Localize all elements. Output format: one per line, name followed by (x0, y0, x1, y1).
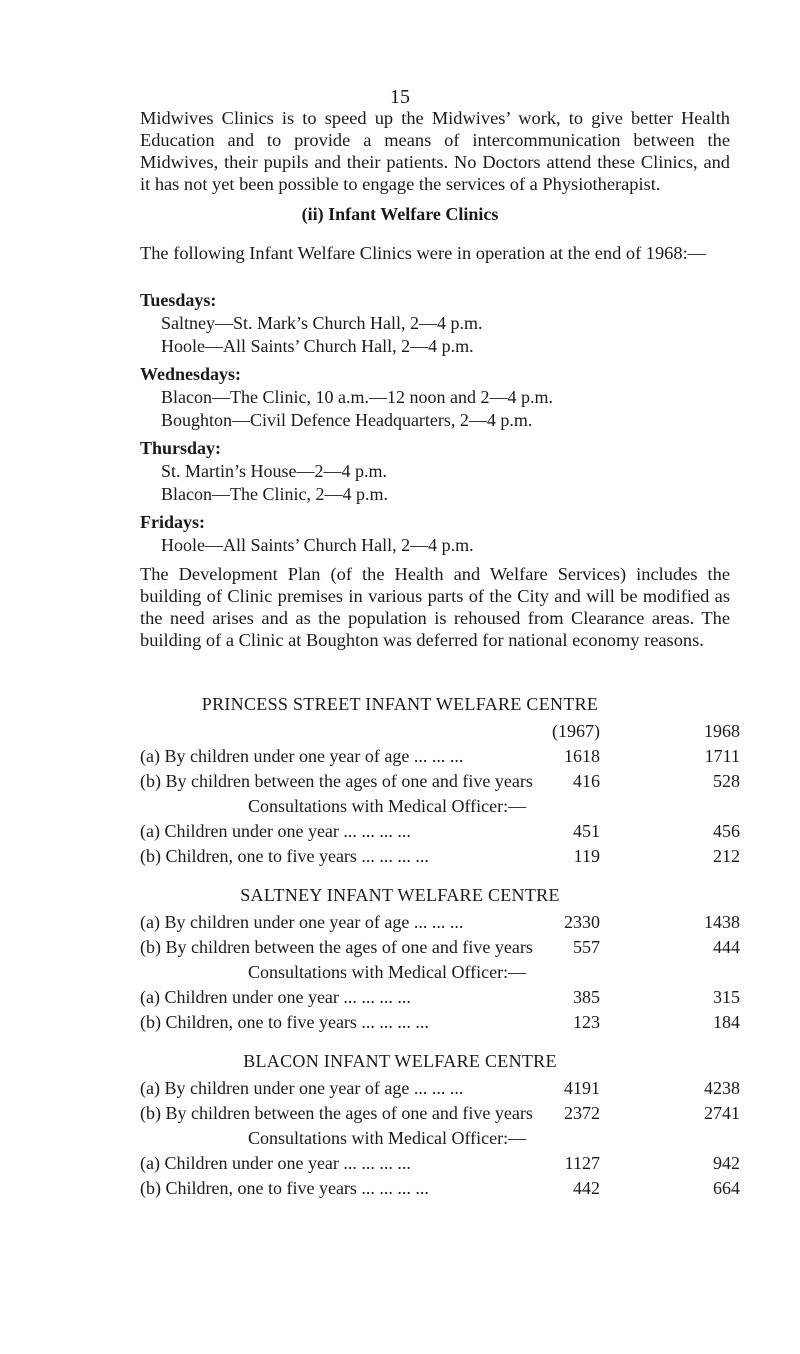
row-label: (a) By children under one year of age ... ... ... (140, 912, 464, 932)
row-value-1968: 664 (713, 1178, 740, 1198)
row-label: Consultations with Medical Officer:— (248, 1128, 527, 1148)
section-heading: (ii) Infant Welfare Clinics (301, 204, 499, 224)
table-row (140, 1153, 740, 1177)
table-row (140, 796, 740, 820)
row-label: (b) By children between the ages of one and five years (140, 771, 533, 791)
row-value-1967: 119 (573, 846, 600, 866)
table-column-headers (140, 721, 740, 745)
row-label: (b) Children, one to five years ... ... ... ... (140, 1178, 429, 1198)
schedule-clinic: Hoole—All Saints’ Church Hall, 2—4 p.m. (161, 535, 474, 555)
table-title-saltney: SALTNEY INFANT WELFARE CENTRE (240, 885, 560, 905)
row-label: (b) By children between the ages of one and five years (140, 1103, 533, 1123)
row-value-1967: 385 (573, 987, 600, 1007)
row-value-1968: 1711 (704, 746, 740, 766)
intro-paragraph: Midwives Clinics is to speed up the Midwives’ work, to give better Health Education and to provide a means of intercommunication between the Midwives, their pupils and their patients. No Doctors attend these Clinics, and it has not yet been possible to engage the services of a Physiotherapist. (140, 108, 730, 194)
row-label: (b) Children, one to five years ... ... ... ... (140, 1012, 429, 1032)
row-value-1967: 1127 (564, 1153, 600, 1173)
row-label: (a) By children under one year of age ... ... ... (140, 746, 464, 766)
row-label: (a) Children under one year ... ... ... ... (140, 821, 411, 841)
row-label: (b) By children between the ages of one and five years (140, 937, 533, 957)
row-value-1967: 1618 (564, 746, 600, 766)
row-value-1967: 557 (573, 937, 600, 957)
schedule-clinic: Blacon—The Clinic, 10 a.m.—12 noon and 2—4 p.m. (161, 387, 553, 407)
table-row (140, 937, 740, 961)
row-value-1967: 2330 (564, 912, 600, 932)
row-value-1968: 1438 (704, 912, 740, 932)
clinics-intro: The following Infant Welfare Clinics were in operation at the end of 1968:— (140, 243, 707, 263)
table-row (140, 746, 740, 770)
row-value-1968: 444 (713, 937, 740, 957)
table-row (140, 821, 740, 845)
table-row (140, 771, 740, 795)
table-row (140, 1012, 740, 1036)
schedule-day-fridays: Fridays: (140, 512, 205, 532)
schedule-clinic: Boughton—Civil Defence Headquarters, 2—4 p.m. (161, 410, 533, 430)
column-header-1967: (1967) (552, 721, 600, 741)
row-value-1967: 451 (573, 821, 600, 841)
row-value-1968: 184 (713, 1012, 740, 1032)
row-value-1967: 123 (573, 1012, 600, 1032)
row-value-1968: 528 (713, 771, 740, 791)
schedule-clinic: St. Martin’s House—2—4 p.m. (161, 461, 388, 481)
schedule-clinic: Blacon—The Clinic, 2—4 p.m. (161, 484, 388, 504)
table-title-blacon: BLACON INFANT WELFARE CENTRE (243, 1051, 557, 1071)
table-row (140, 1078, 740, 1102)
row-label: (b) Children, one to five years ... ... ... ... (140, 846, 429, 866)
table-title-princess-street: PRINCESS STREET INFANT WELFARE CENTRE (201, 694, 599, 714)
row-value-1968: 456 (713, 821, 740, 841)
row-label: Consultations with Medical Officer:— (248, 796, 527, 816)
row-value-1967: 442 (573, 1178, 600, 1198)
row-label: Consultations with Medical Officer:— (248, 962, 527, 982)
table-row (140, 846, 740, 870)
row-value-1968: 942 (713, 1153, 740, 1173)
row-value-1967: 2372 (564, 1103, 600, 1123)
development-paragraph: The Development Plan (of the Health and Welfare Services) includes the building of Clinic premises in various parts of the City and will be modified as the need arises and as the population is rehoused from Clearance areas. The building of a Clinic at Boughton was deferred for national economy reasons. (140, 564, 730, 650)
row-value-1968: 2741 (704, 1103, 740, 1123)
table-row (140, 987, 740, 1011)
row-value-1968: 4238 (704, 1078, 740, 1098)
table-row (140, 912, 740, 936)
table-row (140, 1128, 740, 1152)
row-label: (a) Children under one year ... ... ... ... (140, 987, 411, 1007)
schedule-day-tuesdays: Tuesdays: (140, 290, 217, 310)
table-row (140, 1103, 740, 1127)
row-value-1967: 4191 (564, 1078, 600, 1098)
table-row (140, 1178, 740, 1202)
row-label: (a) By children under one year of age ... ... ... (140, 1078, 464, 1098)
row-value-1968: 315 (713, 987, 740, 1007)
schedule-day-thursday: Thursday: (140, 438, 222, 458)
row-value-1967: 416 (573, 771, 600, 791)
schedule-day-wednesdays: Wednesdays: (140, 364, 242, 384)
column-header-1968: 1968 (704, 721, 740, 741)
table-row (140, 962, 740, 986)
schedule-clinic: Hoole—All Saints’ Church Hall, 2—4 p.m. (161, 336, 474, 356)
row-value-1968: 212 (713, 846, 740, 866)
schedule-clinic: Saltney—St. Mark’s Church Hall, 2—4 p.m. (161, 313, 483, 333)
page-number: 15 (390, 86, 410, 108)
row-label: (a) Children under one year ... ... ... ... (140, 1153, 411, 1173)
